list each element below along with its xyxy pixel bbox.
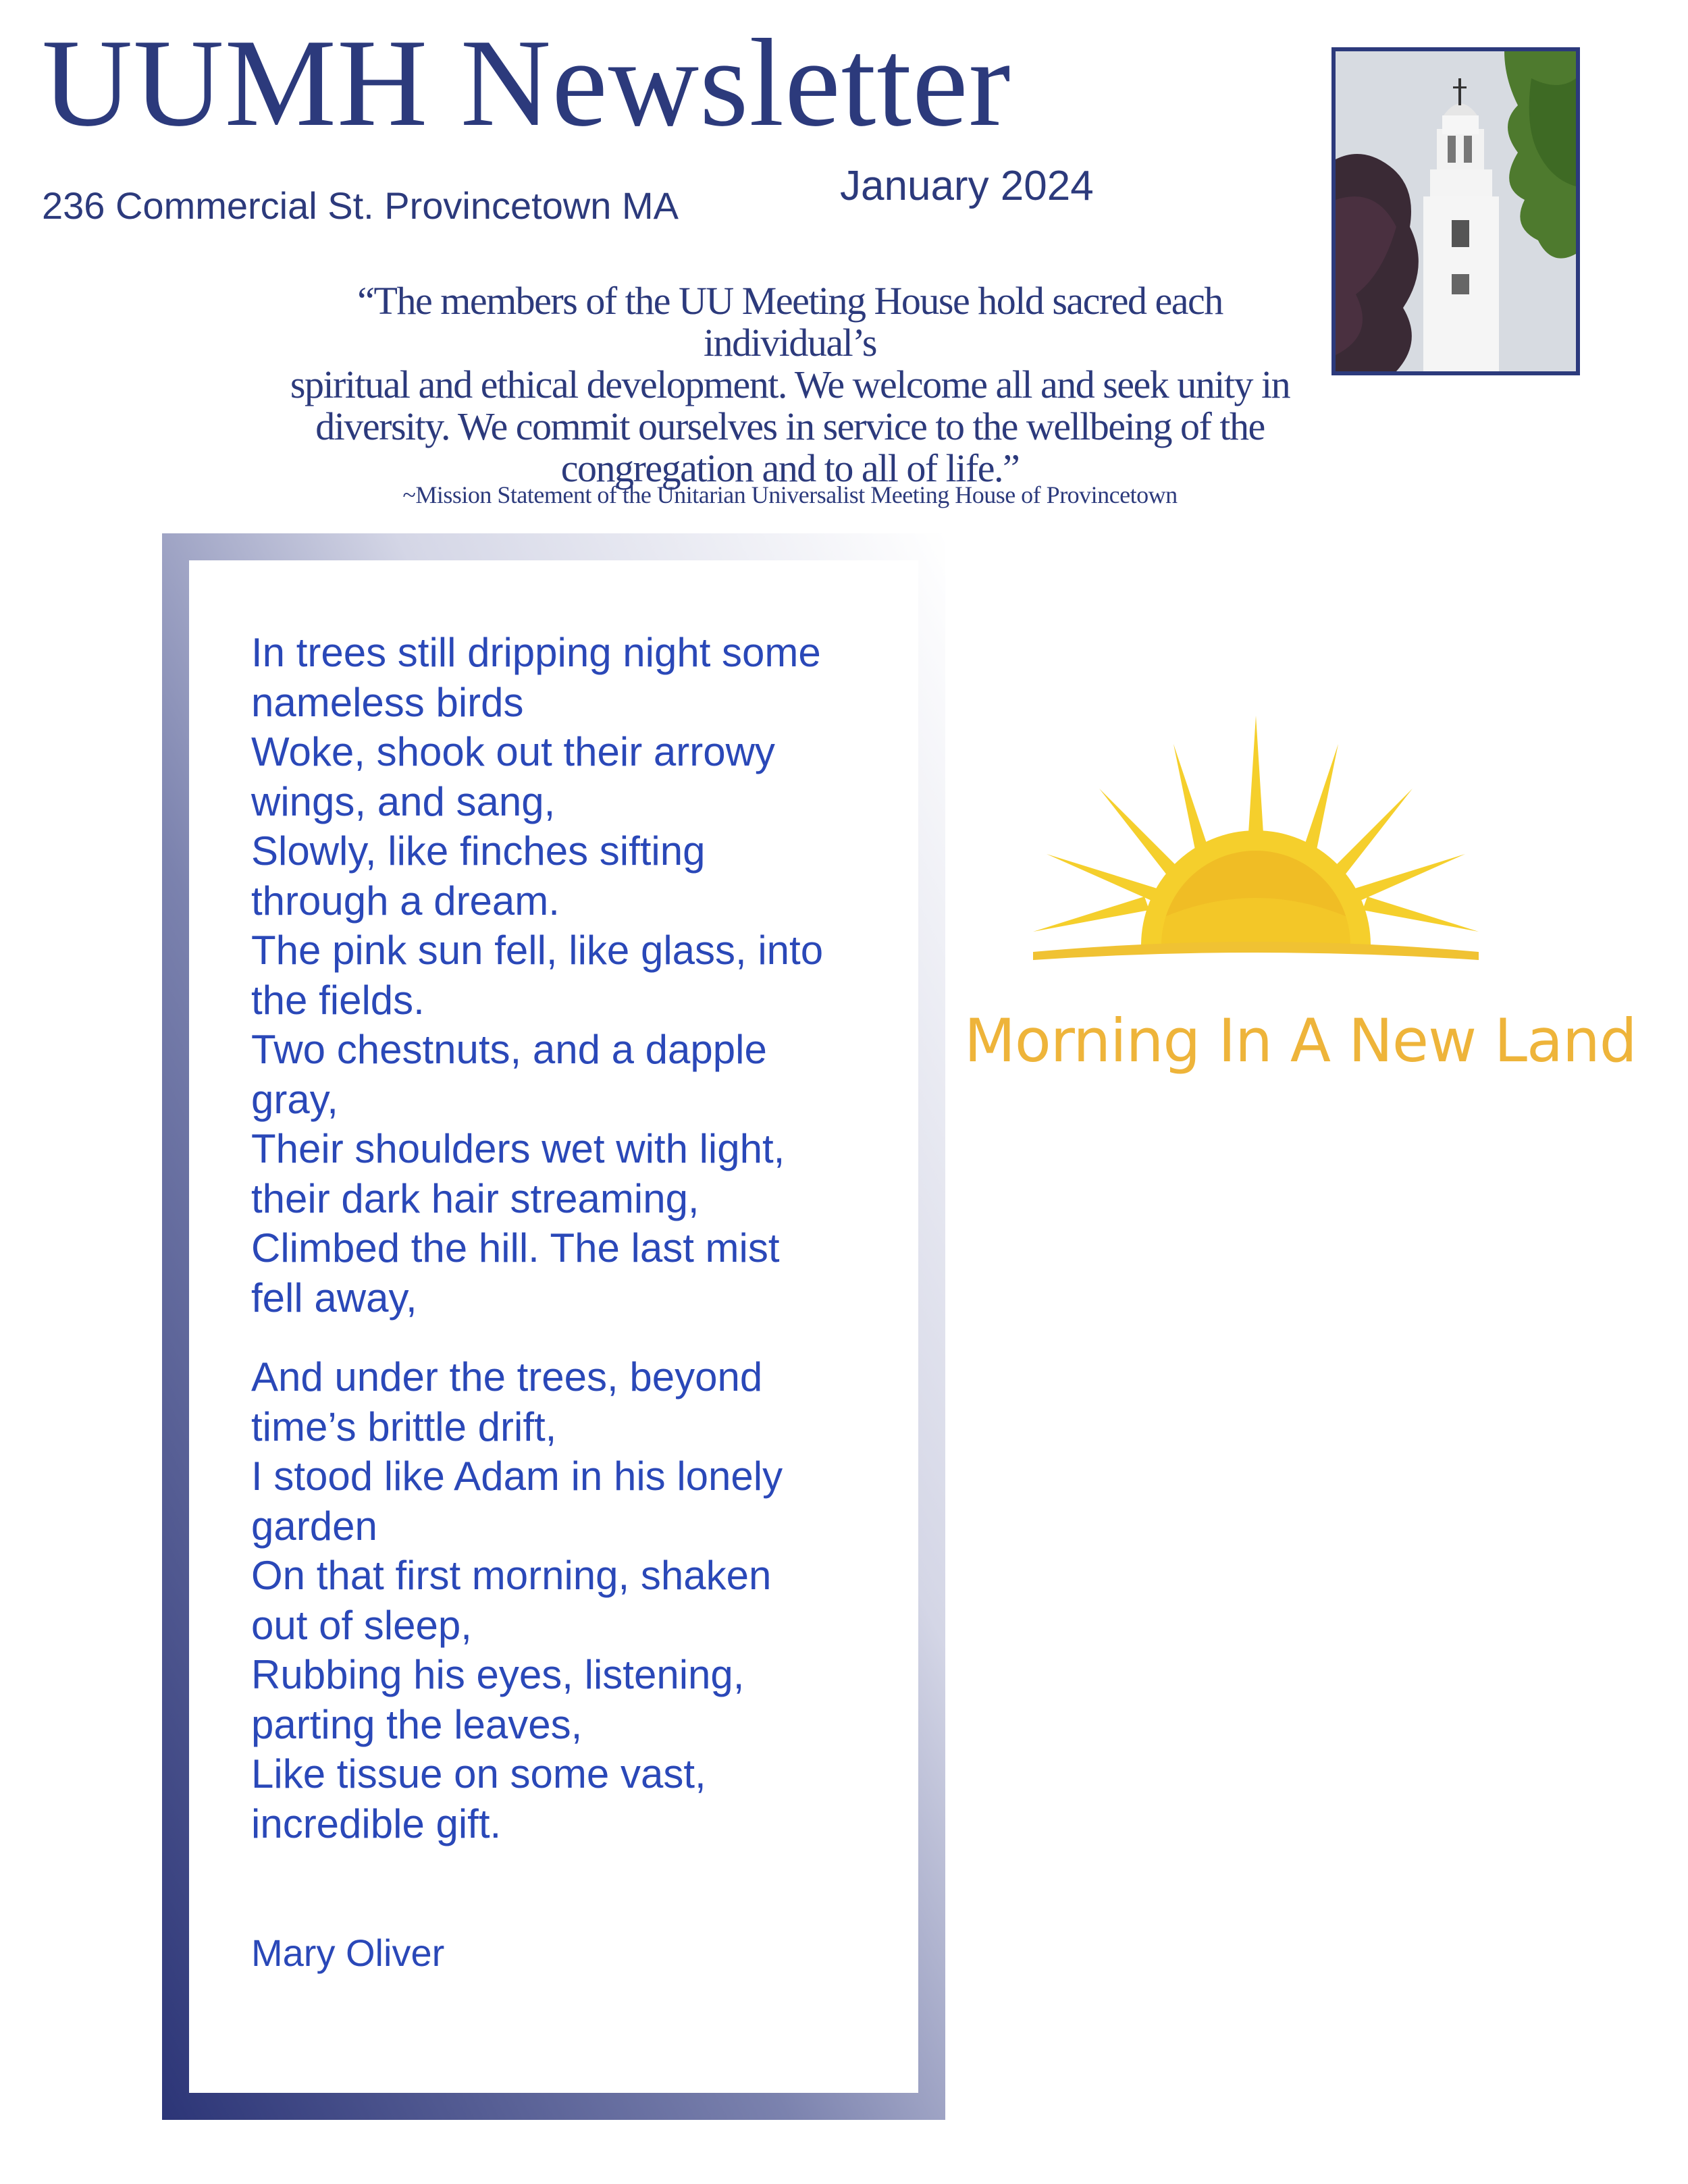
poem-line: In trees still dripping night some [251, 630, 821, 675]
poem-line: the fields. [251, 977, 425, 1023]
poem-frame [162, 533, 945, 2120]
poem-line: Rubbing his eyes, listening, [251, 1652, 745, 1697]
logo-text: Morning In A New Land [964, 1006, 1637, 1075]
poem-line: Woke, shook out their arrowy [251, 729, 775, 774]
poem-line: I stood like Adam in his lonely [251, 1454, 783, 1499]
poem-line: nameless birds [251, 679, 524, 725]
mission-line: spiritual and ethical development. We welcome all and seek unity in [290, 363, 1290, 406]
newsletter-title: UUMH Newsletter [42, 14, 1011, 153]
poem-line: gray, [251, 1076, 338, 1122]
mission-line: “The members of the UU Meeting House hold sacred each individual’s [357, 279, 1223, 365]
poem-line: On that first morning, shaken [251, 1553, 772, 1598]
poem-line: time’s brittle drift, [251, 1404, 557, 1449]
poem-line: garden [251, 1503, 377, 1549]
mission-line: diversity. We commit ourselves in service to the wellbeing of the [315, 404, 1265, 448]
mission-statement [270, 280, 1310, 489]
address: 236 Commercial St. Provincetown MA [42, 184, 679, 227]
mission-line: congregation and to all of life.” [560, 446, 1020, 490]
poem-line: Slowly, like finches sifting [251, 828, 706, 874]
issue-date: January 2024 [840, 163, 1094, 209]
poem-panel [189, 560, 918, 2093]
poem-body [251, 628, 899, 1848]
poem-line: through a dream. [251, 878, 560, 924]
poem-line: Their shoulders wet with light, [251, 1126, 785, 1171]
stanza-break [251, 1323, 899, 1352]
poem-line: out of sleep, [251, 1602, 472, 1648]
poem-line: their dark hair streaming, [251, 1175, 700, 1221]
mission-attribution: ~Mission Statement of the Unitarian Universalist Meeting House of Provincetown [402, 481, 1178, 508]
poem-line: wings, and sang, [251, 778, 556, 824]
poem-line: Like tissue on some vast, [251, 1751, 706, 1796]
poem-line: incredible gift. [251, 1801, 502, 1846]
poem-line: Two chestnuts, and a dapple [251, 1027, 767, 1072]
poem-line: fell away, [251, 1275, 417, 1321]
poem-line: And under the trees, beyond [251, 1354, 763, 1400]
rising-sun-icon [1026, 716, 1485, 972]
meeting-house-photo [1331, 47, 1580, 375]
poem-line: parting the leaves, [251, 1701, 583, 1747]
poem-line: Climbed the hill. The last mist [251, 1225, 780, 1271]
poem-author: Mary Oliver [251, 1932, 445, 1974]
poem-line: The pink sun fell, like glass, into [251, 928, 824, 973]
